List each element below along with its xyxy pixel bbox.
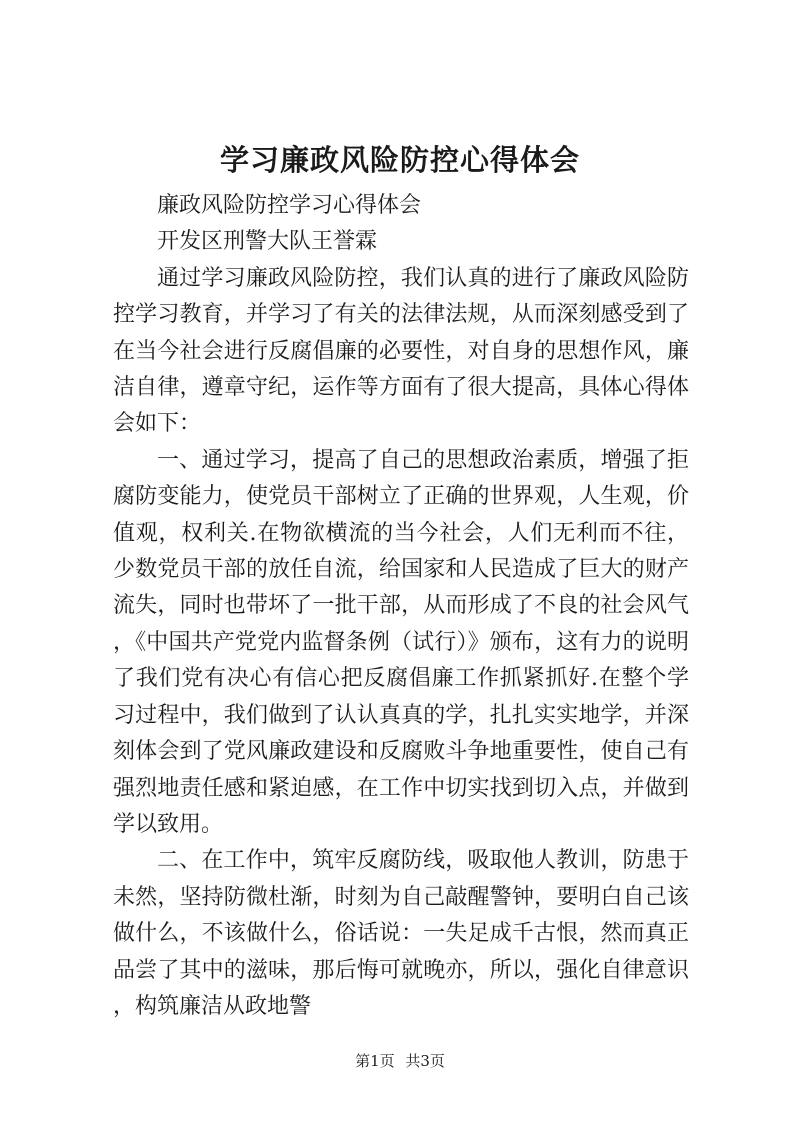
document-title: 学习廉政风险防控心得体会 <box>219 143 580 177</box>
subtitle-paragraph: 廉政风险防控学习心得体会 <box>157 193 422 218</box>
section-two-paragraph: 二、在工作中，筑牢反腐防线，吸取他人教训，防患于未然，坚持防微杜渐，时刻为自己敲醒警钟，要明白自己该做什么，不该做什么，俗话说：一失足成千古恨，然而真正品尝了其中的滋味，那后悔可就晚亦，所以，强化自律意识，构筑廉洁从政地警 <box>113 848 689 1019</box>
intro-paragraph: 通过学习廉政风险防控，我们认真的进行了廉政风险防控学习教育，并学习了有关的法律法规，从而深刻感受到了在当今社会进行反腐倡廉的必要性，对自身的思想作风，廉洁自律，遵章守纪，运作等方面有了很大提高，具体心得体会如下： <box>113 265 689 437</box>
page-footer <box>0 1051 800 1071</box>
section-one-paragraph: 一、通过学习，提高了自己的思想政治素质，增强了拒腐防变能力，使党员干部树立了正确的世界观，人生观，价值观，权利关.在物欲横流的当今社会，人们无利而不往，少数党员干部的放任自流，给国家和人民造成了巨大的财产流失，同时也带坏了一批干部，从而形成了不良的社会风气，《中国共产党党内监督条例（试行）》颁布，这有力的说明了我们党有决心有信心把反腐倡廉工作抓紧抓好.在整个学习过程中，我们做到了认认真真的学，扎扎实实地学，并深刻体会到了党风廉政建设和反腐败斗争地重要性，使自己有强烈地责任感和紧迫感，在工作中切实找到切入点，并做到学以致用。 <box>113 447 689 837</box>
document-body <box>113 188 689 1025</box>
author-paragraph: 开发区刑警大队王誉霖 <box>157 229 378 255</box>
page-number: 第1页 <box>355 1052 395 1070</box>
page-total: 共3页 <box>405 1052 445 1070</box>
